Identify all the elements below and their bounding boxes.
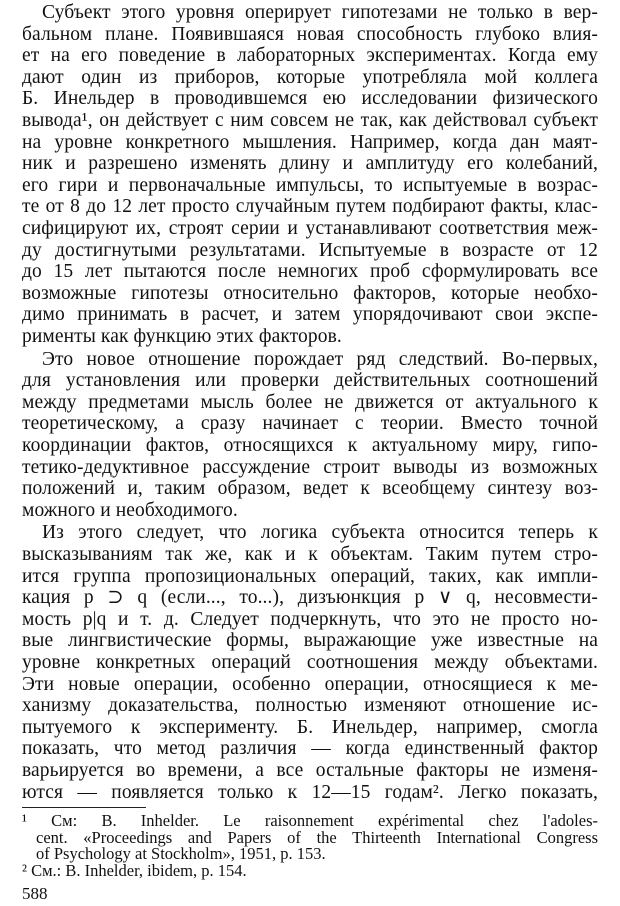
text-line: ду достигнутыми результатами. Испытуемые в возрасте от 12 (22, 239, 598, 261)
text-line: теоретическому, а сразу начинает с теории. Вместо точной (22, 413, 598, 435)
text-line: димо принимать в расчет, и затем упорядочивают свои экспе- (22, 304, 598, 326)
footnote-line: cent. «Proceedings and Papers of the Thirteenth International Congress (36, 827, 598, 847)
text-line: между предметами мысль более не движется от актуального к (22, 391, 598, 413)
text-line: Субъект этого уровня оперирует гипотезами не только в вер- (42, 2, 598, 23)
footnote-line: of Psychology at Stockholm», 1951, p. 153. (36, 844, 326, 864)
text-line: до 15 лет пытаются после немногих проб сформулировать все (22, 261, 598, 283)
text-line: рименты как функцию этих факторов. (22, 326, 342, 347)
text-line: сифицируют их, строят серии и устанавливают соответствия меж- (22, 218, 598, 239)
text-line: положений и, таким образом, ведет к всеобщему синтезу воз- (22, 478, 598, 500)
text-line: возможные гипотезы относительно факторов, которые необхо- (22, 282, 598, 304)
text-line: варьируется во времени, а все остальные факторы не изменя- (22, 760, 598, 781)
text-line: кация p ⊃ q (если..., то...), дизъюнкция p ∨ q, несовмести- (22, 587, 598, 609)
footnote-line: ² См.: B. Inhelder, ibidem, p. 154. (22, 860, 247, 880)
text-line: те от 8 до 12 лет просто случайным путем подбирают факты, клас- (22, 196, 598, 218)
text-line: ханизму доказательства, полностью изменяют отношение ис- (22, 695, 598, 717)
text-line: ится группа пропозициональных операций, таких, как импли- (22, 565, 598, 587)
text-line: Эти новые операции, особенно операции, относящиеся к ме- (22, 673, 598, 695)
text-line: бальном плане. Появившаяся новая способность глубоко влия- (22, 23, 598, 45)
text-line: вывода¹, он действует с ним совсем не так, как действовал субъект (22, 110, 598, 131)
text-line: Б. Инельдер в проводившемся ею исследовании физического (22, 88, 598, 110)
text-line: мость p|q и т. д. Следует подчеркнуть, что это не просто но- (22, 608, 598, 630)
text-line: показать, что метод различия — когда единственный фактор (22, 738, 598, 760)
text-line: ются — появляется только к 12—15 годам². Легко показать, (22, 781, 598, 803)
text-line: на уровне конкретного мышления. Например, когда дан маят- (22, 131, 598, 153)
text-line: вые лингвистические формы, выражающие уже известные на (22, 630, 598, 652)
text-line: дают один из приборов, которые употребляла мой коллега (22, 66, 598, 88)
text-line: его гири и первоначальные импульсы, то испытуемые в возрас- (22, 174, 598, 196)
text-line: Из этого следует, что логика субъекта относится теперь к (42, 522, 598, 544)
text-line: координации фактов, относящихся к актуальному миру, гипо- (22, 435, 598, 456)
footnote-line: ¹ См: B. Inhelder. Le raisonnement expérimental chez l'adoles- (22, 811, 598, 831)
text-line: тетико-дедуктивное рассуждение строит выводы из возможных (22, 456, 598, 478)
text-line: уровне конкретных операций соотношения между объектами. (22, 652, 598, 673)
text-line: можного и необходимого. (22, 499, 238, 521)
page-number: 588 (22, 884, 48, 903)
text-line: высказываниям так же, как и к объектам. Таким путем стро- (22, 544, 598, 565)
text-line: ет на его поведение в лабораторных экспериментах. Когда ему (22, 45, 598, 67)
footnote-separator (22, 807, 146, 808)
text-line: для установления или проверки действительных соотношений (22, 370, 598, 392)
text-line: ник и разрешено изменять длину и амплитуду его колебаний, (22, 153, 598, 175)
text-line: пытуемого к эксперименту. Б. Инельдер, например, смогла (22, 716, 598, 738)
text-line: Это новое отношение порождает ряд следствий. Во-первых, (42, 348, 598, 370)
